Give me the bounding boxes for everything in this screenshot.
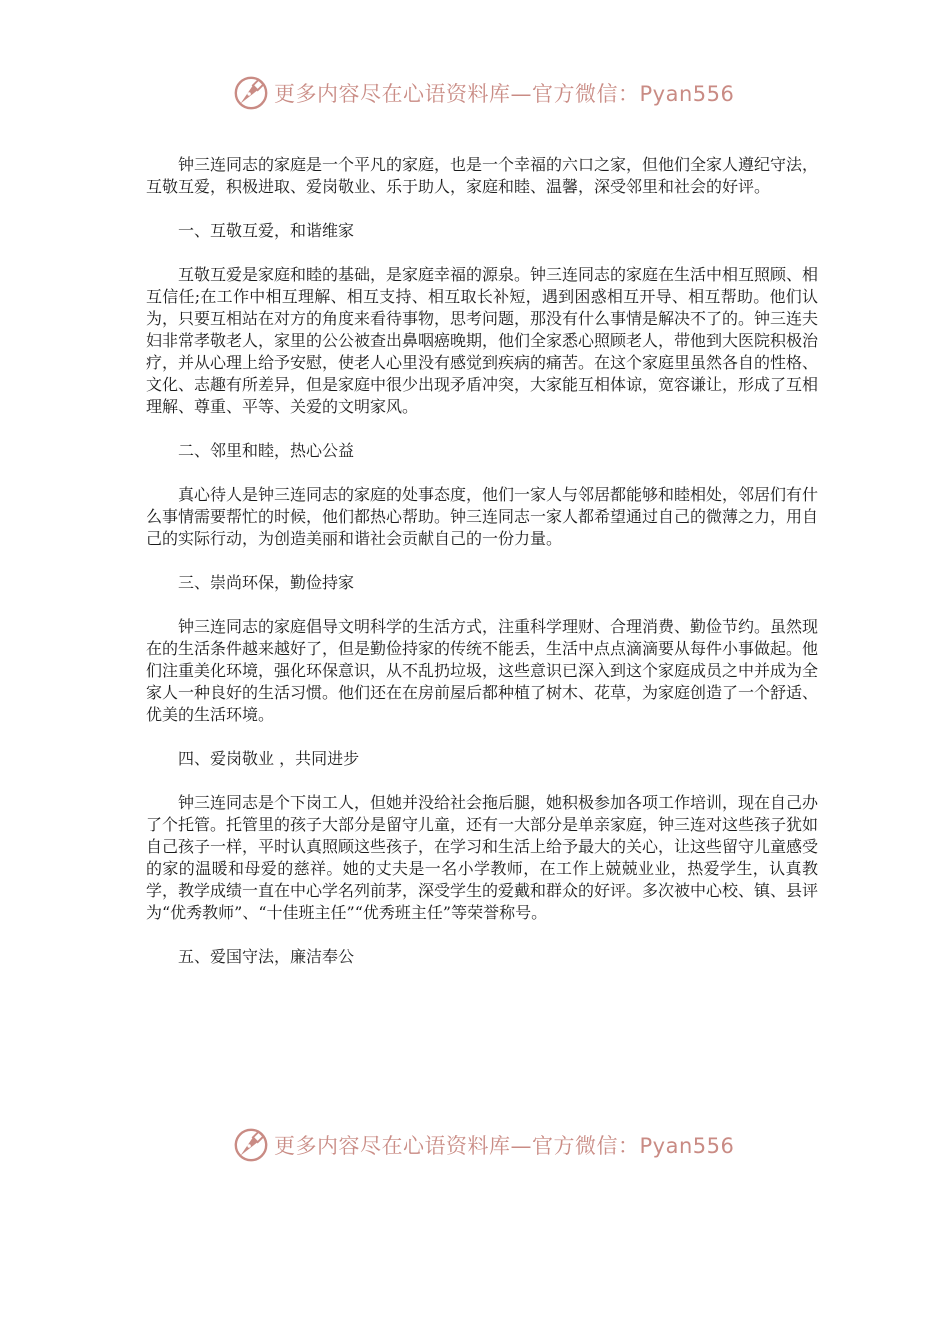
document-body: [146, 154, 818, 968]
section-heading: 五、爱国守法，廉洁奉公: [178, 947, 355, 966]
section-paragraph: 钟三连同志是个下岗工人，但她并没给社会拖后腿，她积极参加各项工作培训，现在自己办了个托管。托管里的孩子大部分是留守儿童，还有一大部分是单亲家庭，钟三连对这些孩子犹如自己孩子一样，平时认真照顾这些孩子，在学习和生活上给予最大的关心，让这些留守儿童感受的家的温暖和母爱的慈祥。她的丈夫是一名小学教师，在工作上兢兢业业，热爱学生，认真教学，教学成绩一直在中心学名列前茅，深受学生的爱戴和群众的好评。多次被中心校、镇、县评为“优秀教师”、“十佳班主任”“优秀班主任”等荣誉称号。: [146, 793, 819, 922]
intro-paragraph: 钟三连同志的家庭是一个平凡的家庭，也是一个幸福的六口之家，但他们全家人遵纪守法，互敬互爱，积极进取、爱岗敬业、乐于助人，家庭和睦、温馨，深受邻里和社会的好评。: [146, 155, 819, 196]
banner-text: 更多内容尽在心语资料库—官方微信：Pyan556: [274, 1134, 735, 1158]
section-heading: 三、崇尚环保，勤俭持家: [178, 573, 355, 592]
section-paragraph: 互敬互爱是家庭和睦的基础，是家庭幸福的源泉。钟三连同志的家庭在生活中相互照顾、相互信任;在工作中相互理解、相互支持、相互取长补短，遇到困惑相互开导、相互帮助。他们认为，只要互相站在对方的角度来看待事物，思考问题，那没有什么事情是解决不了的。钟三连夫妇非常孝敬老人，家里的公公被查出鼻咽癌晚期，他们全家悉心照顾老人，带他到大医院积极治疗，并从心理上给予安慰，使老人心里没有感觉到疾病的痛苦。在这个家庭里虽然各自的性格、文化、志趣有所差异，但是家庭中很少出现矛盾冲突，大家能互相体谅，宽容谦让，形成了互相理解、尊重、平等、关爱的文明家风。: [146, 265, 819, 416]
fountain-pen-nib-icon: [232, 1126, 270, 1164]
banner-text: 更多内容尽在心语资料库—官方微信：Pyan556: [274, 82, 735, 106]
section-paragraph: 钟三连同志的家庭倡导文明科学的生活方式，注重科学理财、合理消费、勤俭节约。虽然现在的生活条件越来越好了，但是勤俭持家的传统不能丢，生活中点点滴滴要从每件小事做起。他们注重美化环境，强化环保意识，从不乱扔垃圾，这些意识已深入到这个家庭成员之中并成为全家人一种良好的生活习惯。他们还在在房前屋后都种植了树木、花草，为家庭创造了一个舒适、优美的生活环境。: [146, 617, 819, 724]
fountain-pen-nib-icon: [232, 74, 270, 112]
header-banner: [232, 74, 734, 112]
section-heading: 二、邻里和睦，热心公益: [178, 441, 355, 460]
section-heading: 一、互敬互爱，和谐维家: [178, 221, 355, 240]
footer-banner: [232, 1126, 734, 1164]
section-paragraph: 真心待人是钟三连同志的家庭的处事态度，他们一家人与邻居都能够和睦相处，邻居们有什么事情需要帮忙的时候，他们都热心帮助。钟三连同志一家人都希望通过自己的微薄之力，用自己的实际行动，为创造美丽和谐社会贡献自己的一份力量。: [146, 485, 819, 548]
section-heading: 四、爱岗敬业 ，共同进步: [178, 749, 360, 768]
